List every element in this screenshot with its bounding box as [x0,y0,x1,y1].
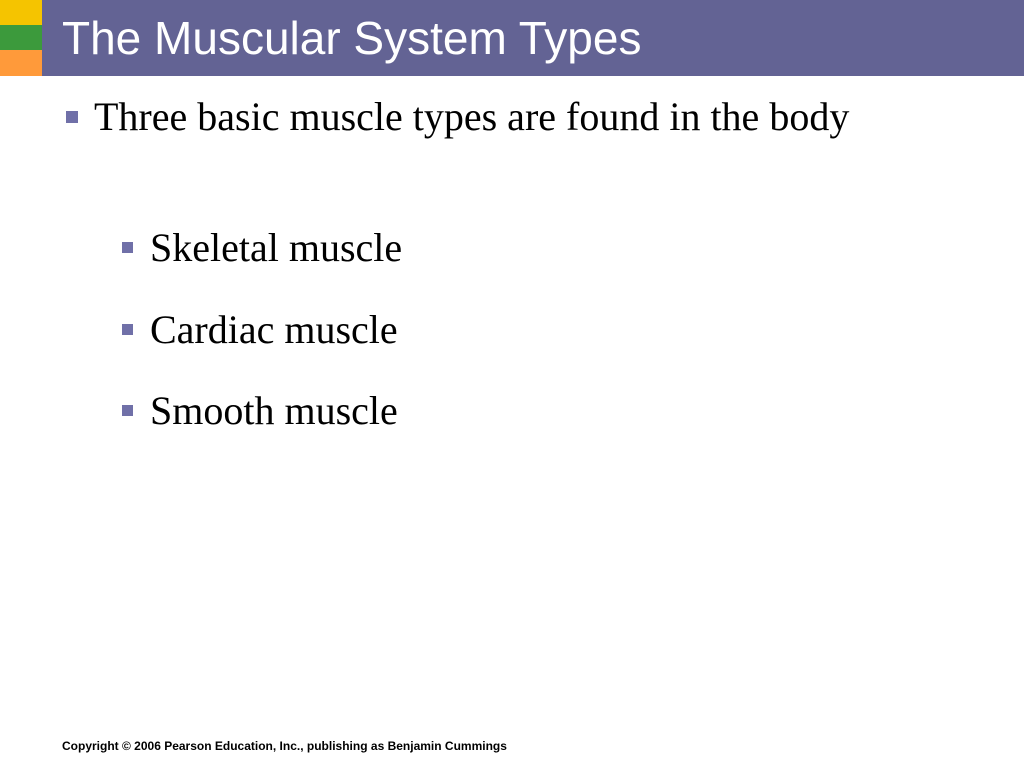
corner-orange-block [0,50,42,76]
sub-bullet-text: Skeletal muscle [150,225,403,270]
title-bar [42,0,1024,76]
square-bullet-icon [122,242,133,253]
sub-bullet-text: Cardiac muscle [150,307,398,352]
square-bullet-icon [122,324,133,335]
corner-green-block [0,25,42,50]
square-bullet-icon [122,405,133,416]
sub-bullet-cardiac [122,303,822,357]
sub-bullet-skeletal [122,221,822,275]
main-bullet-text: Three basic muscle types are found in the body [94,94,850,139]
copyright-footer: Copyright © 2006 Pearson Education, Inc., publishing as Benjamin Cummings [62,739,507,753]
main-bullet [66,90,866,144]
square-bullet-icon [66,111,78,123]
slide-title: The Muscular System Types [62,12,642,64]
sub-bullet-smooth [122,384,822,438]
sub-bullet-text: Smooth muscle [150,388,398,433]
corner-yellow-block [0,0,42,25]
